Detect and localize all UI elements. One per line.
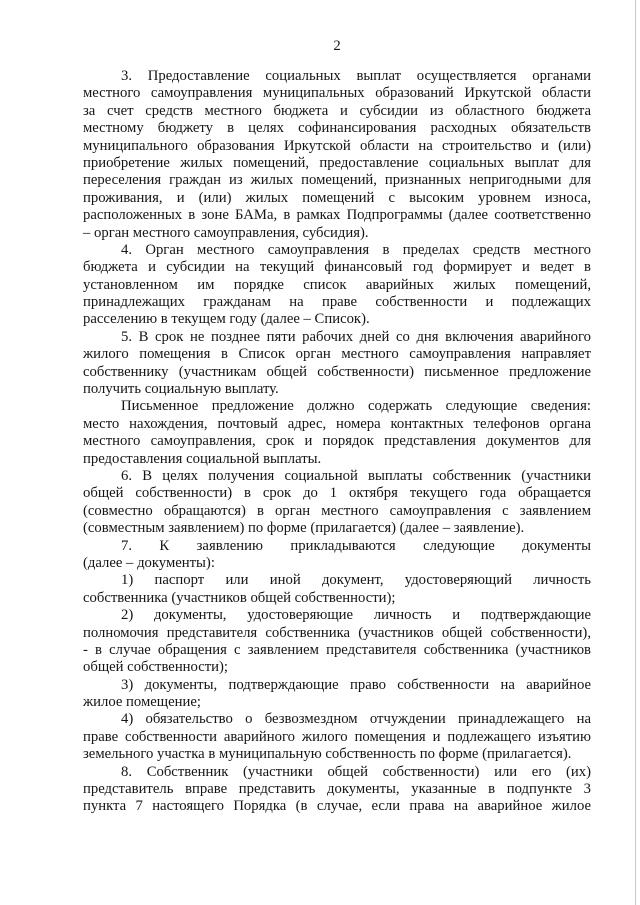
list-item-1: [83, 572, 591, 607]
text-line: приобретение жилых помещений, предоставление социальных выплат для: [83, 154, 591, 171]
text-line: муниципального образования Иркутской области на строительство и (или): [83, 137, 591, 154]
clause-3: [83, 68, 591, 242]
scan-edge-line: [635, 0, 636, 905]
text-line: общей собственности);: [83, 659, 229, 676]
text-line: местного самоуправления, срок и порядок представления документов для: [83, 433, 591, 450]
text-line: 3) документы, подтверждающие право собственности на аварийное: [121, 676, 591, 693]
text-line: 5. В срок не позднее пяти рабочих дней со дня включения аварийного: [121, 328, 591, 345]
text-line: (далее – документы):: [83, 554, 215, 571]
text-line: расселению в текущем году (далее – Список).: [83, 311, 370, 328]
text-line: полномочия представителя собственника (участников общей собственности),: [83, 624, 591, 641]
clause-8: [83, 764, 591, 816]
text-line: место нахождения, почтовый адрес, номера контактных телефонов органа: [83, 415, 591, 432]
text-line: получить социальную выплату.: [83, 381, 279, 398]
text-line: земельного участка в муниципальную собственность по форме (прилагается).: [83, 746, 572, 763]
text-line: 4) обязательство о безвозмездном отчуждении принадлежащего на: [121, 711, 591, 728]
text-line: за счет средств местного бюджета и субсидии из областного бюджета: [83, 102, 591, 119]
clause-4: [83, 242, 591, 329]
text-line: жилое помещение;: [83, 694, 201, 711]
text-line: праве собственности аварийного жилого помещения и подлежащего изъятию: [83, 728, 591, 745]
text-line: жилого помещения в Список орган местного самоуправления направляет: [83, 346, 591, 363]
text-line: 7. К заявлению прикладываются следующие документы: [121, 537, 591, 554]
list-item-4: [83, 711, 591, 763]
text-line: 8. Собственник (участники общей собственности) или его (их): [121, 763, 591, 780]
text-line: принадлежащих гражданам на праве собственности и подлежащих: [83, 294, 591, 311]
text-line: собственника (участников общей собственности);: [83, 589, 396, 606]
text-line: общей собственности) в срок до 1 октября текущего года обращается: [83, 485, 591, 502]
text-line: бюджета и субсидии на текущий финансовый год формирует и ведет в: [83, 259, 591, 276]
text-line: (совместным заявлением) по форме (прилагается) (далее – заявление).: [83, 520, 525, 537]
text-line: местного самоуправления муниципальных образований Иркутской области: [83, 85, 591, 102]
text-line: расположенных в зоне БАМа, в рамках Подпрограммы (далее соответственно: [83, 207, 591, 224]
clause-7: [83, 538, 591, 573]
text-line: собственнику (участникам общей собственности) письменное предложение: [83, 363, 591, 380]
text-line: представитель вправе представить документы, указанные в подпункте 3: [83, 781, 591, 798]
text-line: Письменное предложение должно содержать следующие сведения:: [121, 398, 591, 415]
page-number: 2: [333, 38, 341, 54]
text-line: установленном им порядке список аварийных жилых помещений,: [83, 276, 591, 293]
text-line: 3. Предоставление социальных выплат осуществляется органами: [121, 68, 591, 84]
text-line: 4. Орган местного самоуправления в пределах средств местного: [121, 241, 591, 258]
list-item-2: [83, 607, 591, 677]
text-line: 6. В целях получения социальной выплаты собственник (участники: [121, 467, 591, 484]
text-line: – орган местного самоуправления, субсидия).: [83, 224, 369, 241]
text-line: 1) паспорт или иной документ, удостоверяющий личность: [121, 572, 591, 589]
document-body: [83, 68, 591, 816]
clause-5: [83, 329, 591, 399]
text-line: переселения граждан из жилых помещений, признанных непригодными для: [83, 172, 591, 189]
text-line: пункта 7 настоящего Порядка (в случае, если права на аварийное жилое: [83, 798, 591, 815]
text-line: проживания, и (или) жилых помещений с высоким уровнем износа,: [83, 189, 591, 206]
list-item-3: [83, 677, 591, 712]
clause-6: [83, 468, 591, 538]
text-line: 2) документы, удостоверяющие личность и подтверждающие: [121, 607, 591, 624]
text-line: местному бюджету в целях софинансирования расходных обязательств: [83, 120, 591, 137]
text-line: - в случае обращения с заявлением представителя собственника (участников: [83, 641, 591, 658]
clause-5-offer-contents: [83, 398, 591, 468]
text-line: предоставления социальной выплаты.: [83, 450, 322, 467]
text-line: (совместно обращаются) в орган местного самоуправления с заявлением: [83, 502, 591, 519]
